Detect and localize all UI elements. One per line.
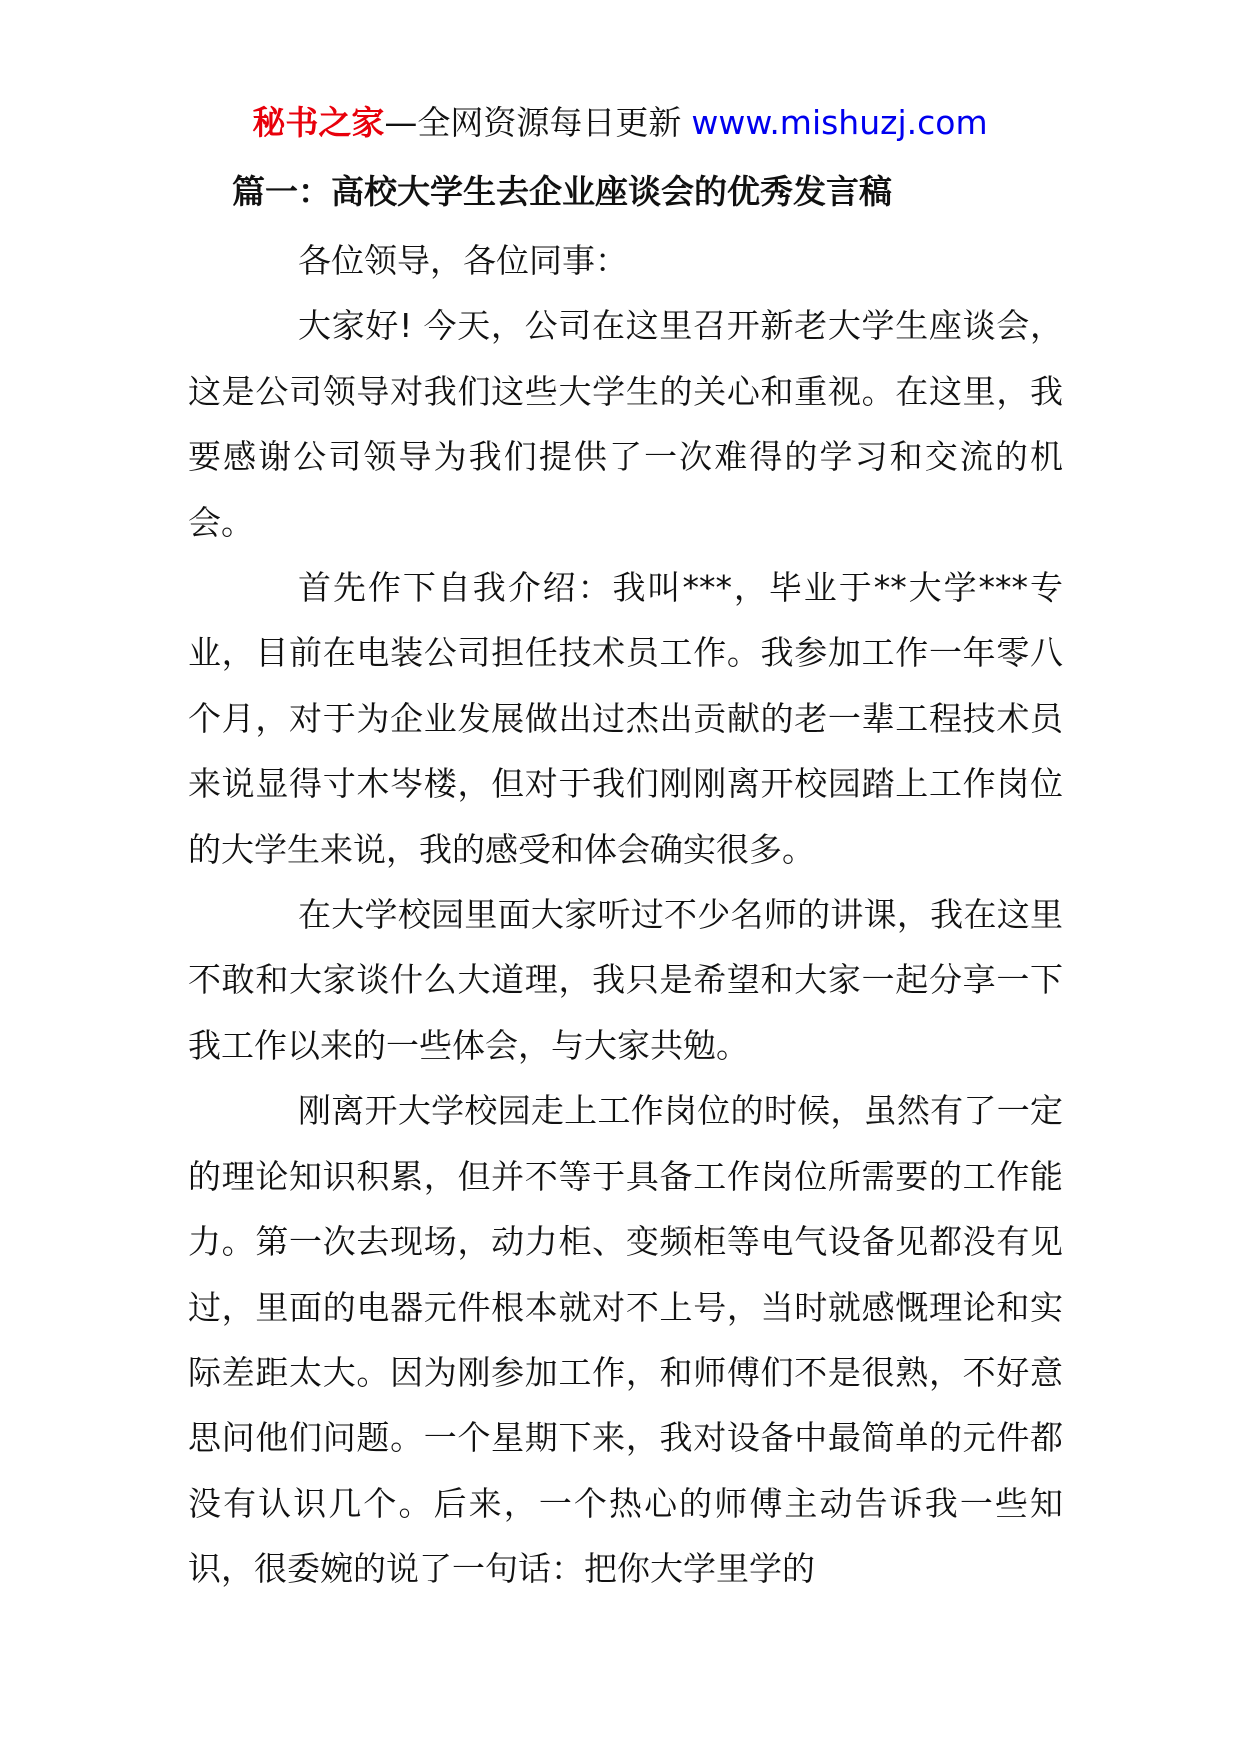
document-body <box>188 228 1063 1602</box>
body-paragraph: 在大学校园里面大家听过不少名师的讲课，我在这里不敢和大家谈什么大道理，我只是希望和大家一起分享一下我工作以来的一些体会，与大家共勉。 <box>188 895 1063 1065</box>
body-paragraph: 首先作下自我介绍：我叫***，毕业于**大学***专业，目前在电装公司担任技术员工作。我参加工作一年零八个月，对于为企业发展做出过杰出贡献的老一辈工程技术员来说显得寸木岑楼，但对于我们刚刚离开校园踏上工作岗位的大学生来说，我的感受和体会确实很多。 <box>188 568 1063 869</box>
body-paragraph: 刚离开大学校园走上工作岗位的时候，虽然有了一定的理论知识积累，但并不等于具备工作岗位所需要的工作能力。第一次去现场，动力柜、变频柜等电气设备见都没有见过，里面的电器元件根本就对不上号，当时就感慨理论和实际差距太大。因为刚参加工作，和师傅们不是很熟，不好意思问他们问题。一个星期下来，我对设备中最简单的元件都没有认识几个。后来，一个热心的师傅主动告诉我一些知识，很委婉的说了一句话：把你大学里学的 <box>188 1091 1063 1589</box>
site-name: 秘书之家 <box>252 103 385 142</box>
body-paragraph: 大家好! 今天，公司在这里召开新老大学生座谈会，这是公司领导对我们这些大学生的关心和重视。在这里，我要感谢公司领导为我们提供了一次难得的学习和交流的机会。 <box>188 306 1063 542</box>
page-header <box>0 96 1240 150</box>
site-tagline: —全网资源每日更新 <box>384 103 682 142</box>
site-url-link[interactable]: www.mishuzj.com <box>691 103 988 142</box>
greeting-line: 各位领导，各位同事： <box>298 241 628 280</box>
document-title: 篇一：高校大学生去企业座谈会的优秀发言稿 <box>232 172 892 211</box>
